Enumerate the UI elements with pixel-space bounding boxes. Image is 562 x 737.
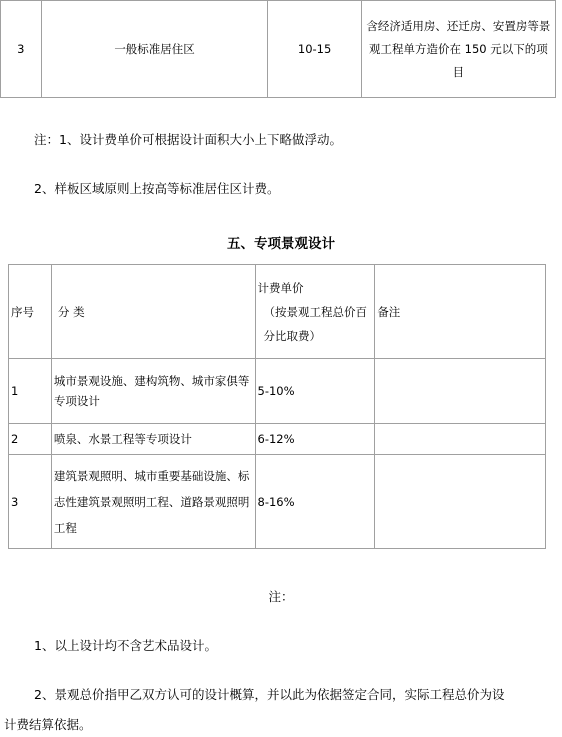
row-note-line: 观工程单方造价在 150 元以下的项 [368,41,548,56]
table-row [9,424,546,455]
special-landscape-fee-table [8,264,546,549]
note-line-2: 2、样板区域原则上按高等标准居住区计费。 [34,181,280,196]
header-price-line: 计费单价 [257,280,304,295]
section-title: 五、专项景观设计 [227,236,335,252]
row-number: 2 [9,424,52,455]
header-price-line: 分比取费） [263,328,322,343]
header-category: 分 类 [51,265,255,359]
row-category [51,455,255,549]
row-price: 6-12% [255,424,375,455]
row-category-line: 志性建筑景观照明工程、道路景观照明 [53,494,250,509]
row-price: 8-16% [255,455,375,549]
row-note-line: 目 [452,64,465,79]
row-category-line: 专项设计 [53,394,100,408]
header-remark: 备注 [375,265,546,359]
row-category-line: 喷泉、水景工程等专项设计 [53,432,192,446]
row-note-line: 含经济适用房、还迁房、安置房等景 [366,18,551,33]
table-row [9,359,546,424]
fee-table-continued [0,0,556,98]
row-remark [375,424,546,455]
row-category-line: 工程 [53,520,77,535]
row-number: 1 [9,359,52,424]
header-no: 序号 [9,265,52,359]
bottom-note-line-2-cont: 计费结算依据。 [4,717,92,732]
row-price: 5-10% [255,359,375,424]
row-note [361,1,555,98]
table-row [9,455,546,549]
row-category: 一般标准居住区 [41,1,268,98]
bottom-note-line-2: 2、景观总价指甲乙双方认可的设计概算，并以此为依据签定合同，实际工程总价为设 [34,687,505,702]
row-category [51,424,255,455]
row-category [51,359,255,424]
row-remark [375,359,546,424]
row-remark [375,455,546,549]
row-unit-price: 10-15 [268,1,361,98]
header-price [255,265,375,359]
header-price-line: （按景观工程总价百 [263,304,368,319]
bottom-note-line-1: 1、以上设计均不含艺术品设计。 [34,638,217,653]
row-category-line: 建筑景观照明、城市重要基础设施、标 [53,468,250,483]
table-header-row [9,265,546,359]
note-line-1: 注：1、设计费单价可根据设计面积大小上下略做浮动。 [34,132,342,147]
row-category-line: 城市景观设施、建构筑物、城市家俱等 [53,374,250,388]
table-row [1,1,556,98]
bottom-notes-heading: 注： [268,589,294,604]
row-number: 3 [9,455,52,549]
row-number: 3 [1,1,42,98]
